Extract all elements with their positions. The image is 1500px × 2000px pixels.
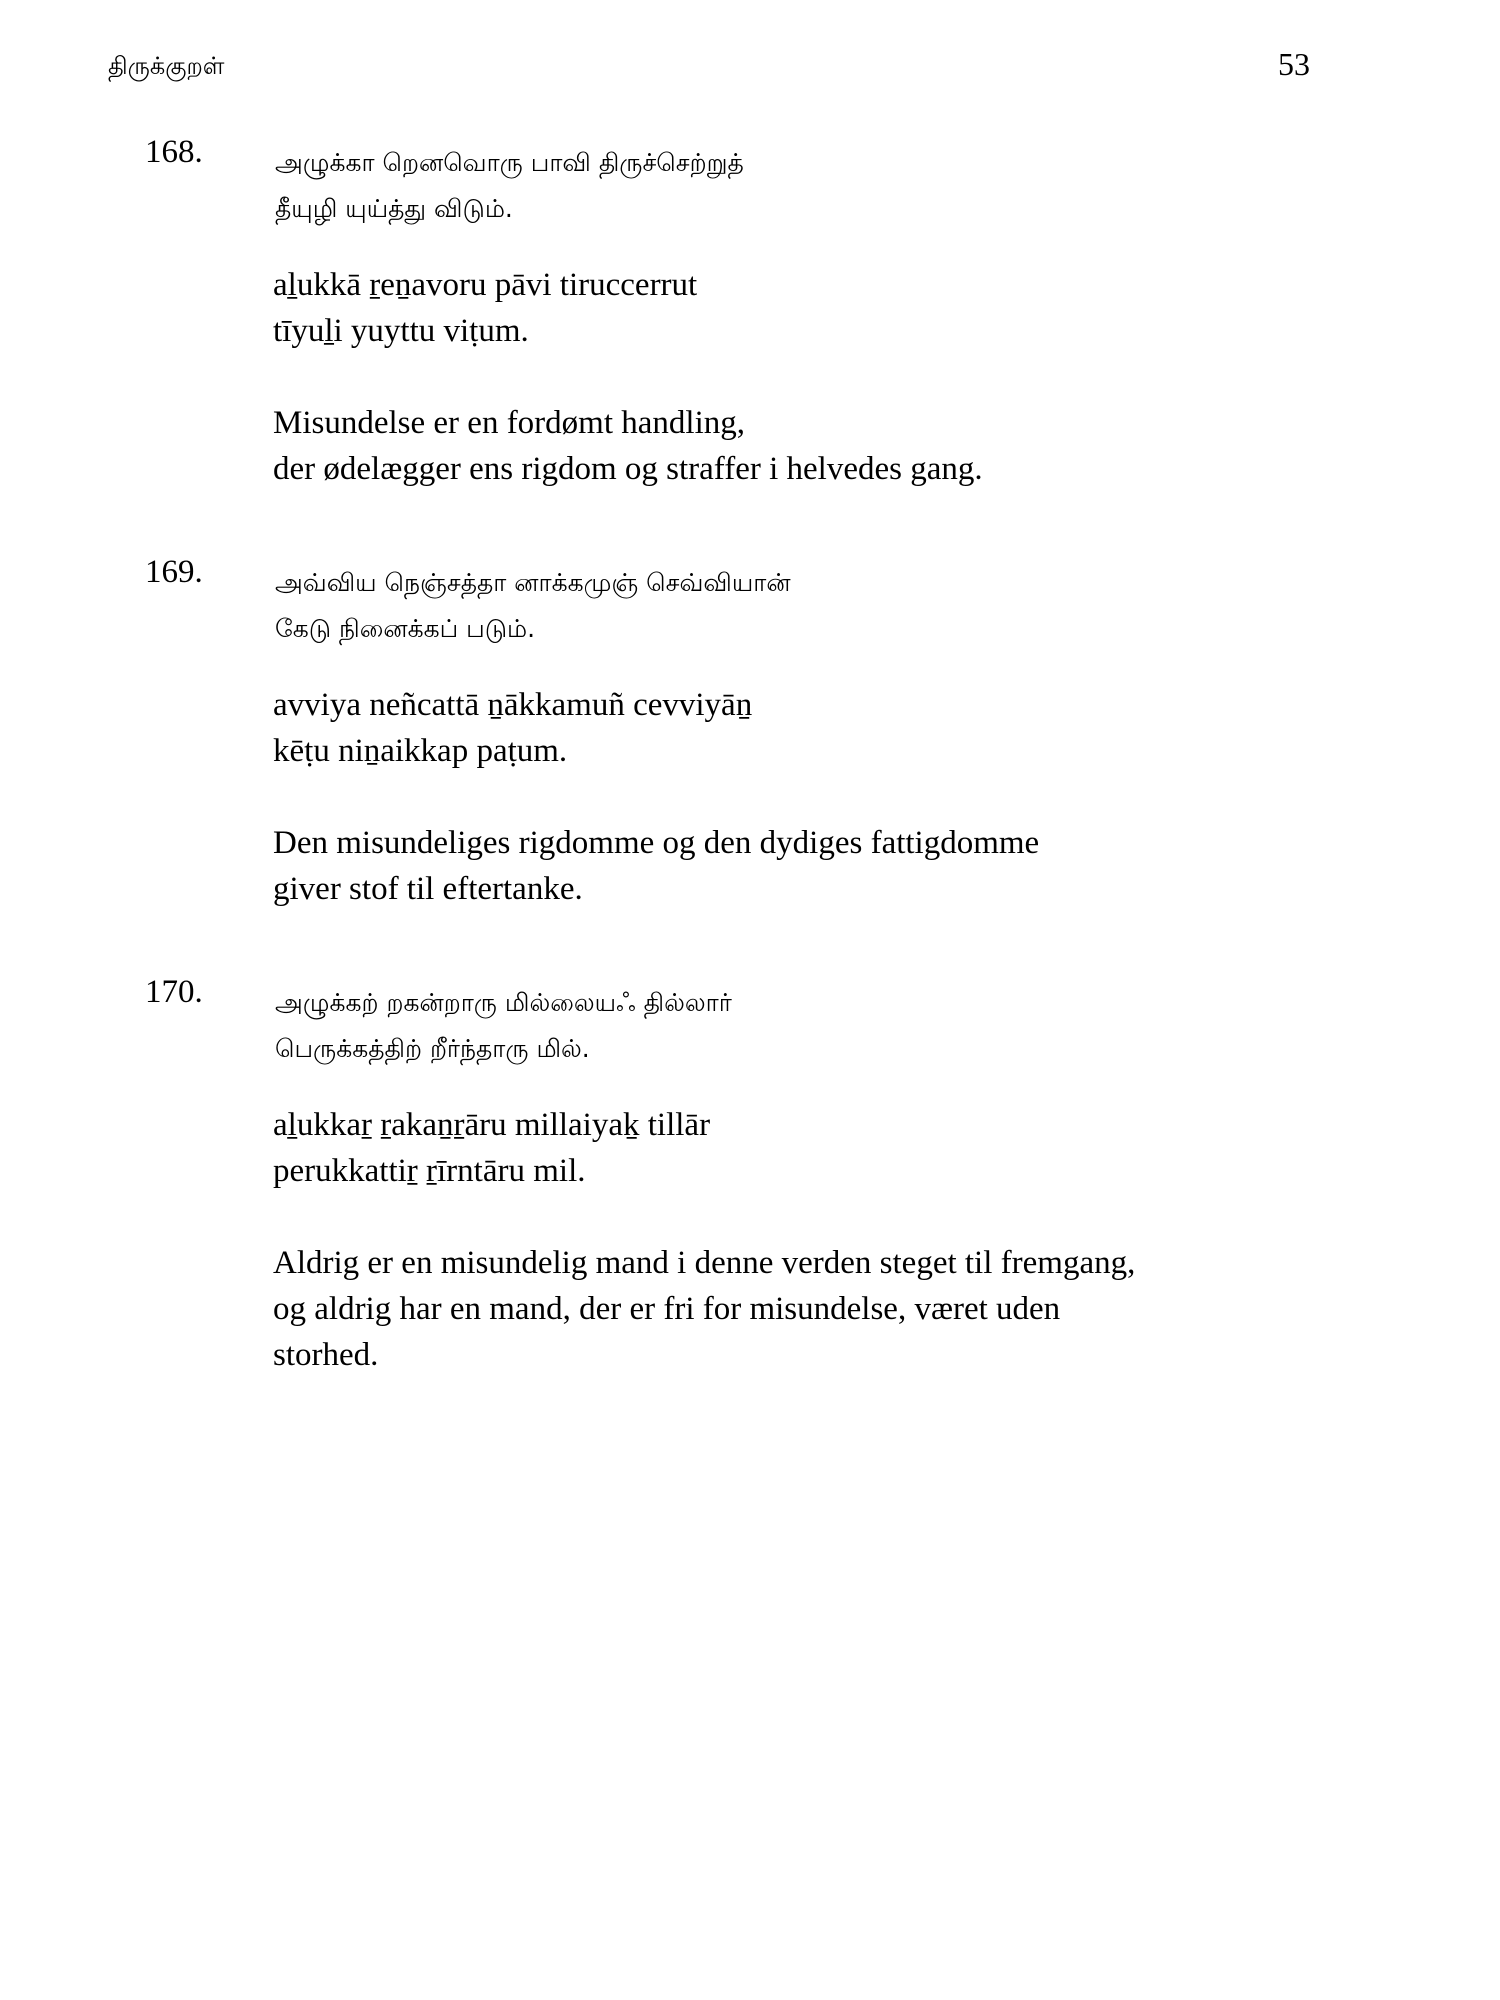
running-header-title: திருக்குறள் bbox=[108, 52, 225, 80]
transliteration-line: aḻukkaṟ ṟakaṉṟāru millaiyaḵ tillār bbox=[273, 1107, 711, 1143]
translation-line: og aldrig har en mand, der er fri for misundelse, været uden bbox=[273, 1291, 1061, 1327]
tamil-couplet bbox=[275, 560, 791, 652]
verse-number: 168. bbox=[145, 134, 203, 170]
verse-number: 170. bbox=[145, 974, 203, 1010]
tamil-line: அழுக்கற் றகன்றாரு மில்லையஃ தில்லார் bbox=[275, 988, 732, 1017]
transliteration-line: avviya neñcattā ṉākkamuñ cevviyāṉ bbox=[273, 687, 753, 723]
translation-line: der ødelægger ens rigdom og straffer i helvedes gang. bbox=[273, 451, 983, 487]
transliteration-line: perukkattiṟ ṟīrntāru mil. bbox=[273, 1153, 586, 1189]
translation-line: giver stof til eftertanke. bbox=[273, 871, 583, 907]
transliteration-line: tīyuḻi yuyttu viṭum. bbox=[273, 313, 529, 349]
tamil-line: கேடு நினைக்கப் படும். bbox=[275, 614, 536, 643]
transliteration-line: kēṭu niṉaikkap paṭum. bbox=[273, 733, 568, 769]
translation-line: Aldrig er en misundelig mand i denne verden steget til fremgang, bbox=[273, 1245, 1136, 1281]
transliteration bbox=[273, 262, 697, 354]
danish-translation bbox=[273, 820, 1039, 912]
danish-translation bbox=[273, 400, 983, 492]
danish-translation bbox=[273, 1240, 1135, 1378]
tamil-line: பெருக்கத்திற் றீர்ந்தாரு மில். bbox=[275, 1034, 590, 1063]
translation-line: Den misundeliges rigdomme og den dydiges fattigdomme bbox=[273, 825, 1040, 861]
translation-line: Misundelse er en fordømt handling, bbox=[273, 405, 745, 441]
tamil-line: அழுக்கா றெனவொரு பாவி திருச்செற்றுத் bbox=[275, 148, 744, 177]
tamil-line: அவ்விய நெஞ்சத்தா னாக்கமுஞ் செவ்வியான் bbox=[275, 568, 791, 597]
transliteration bbox=[273, 1102, 710, 1194]
translation-line: storhed. bbox=[273, 1337, 379, 1373]
transliteration bbox=[273, 682, 752, 774]
page-number: 53 bbox=[1278, 46, 1310, 82]
transliteration-line: aḻukkā ṟeṉavoru pāvi tiruccerrut bbox=[273, 267, 698, 303]
tamil-line: தீயுழி யுய்த்து விடும். bbox=[275, 194, 513, 223]
tamil-couplet bbox=[275, 140, 744, 232]
verse-number: 169. bbox=[145, 554, 203, 590]
tamil-couplet bbox=[275, 980, 732, 1072]
